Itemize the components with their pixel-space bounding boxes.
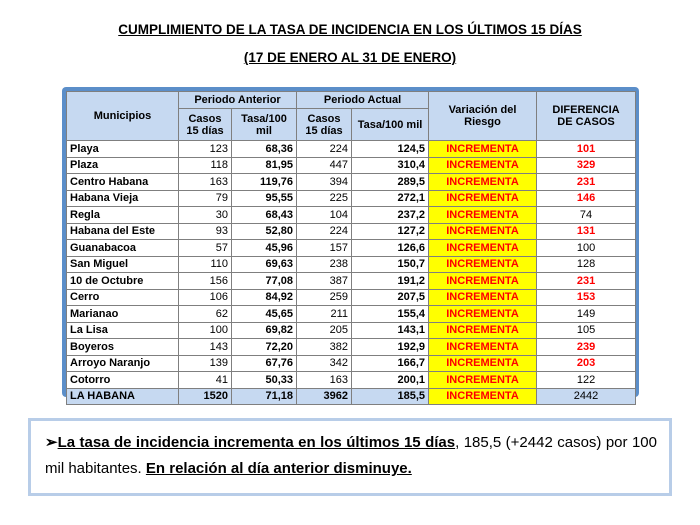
- cell-casos-actual: 3962: [297, 388, 352, 405]
- cell-casos-anterior: 41: [179, 372, 232, 389]
- table-row: [67, 207, 636, 224]
- cell-tasa-anterior: 67,76: [232, 355, 297, 372]
- cell-tasa-actual: 237,2: [352, 207, 429, 224]
- table-row: [67, 174, 636, 191]
- cell-tasa-actual: 124,5: [352, 141, 429, 158]
- cell-diferencia: 128: [537, 256, 636, 273]
- cell-casos-anterior: 110: [179, 256, 232, 273]
- cell-casos-actual: 259: [297, 289, 352, 306]
- cell-tasa-anterior: 69,63: [232, 256, 297, 273]
- cell-casos-anterior: 100: [179, 322, 232, 339]
- note-text: , 185,5 (+2442 casos) por 100 mil habitantes.: [45, 434, 657, 477]
- cell-variacion: INCREMENTA: [429, 355, 537, 372]
- table-row: [67, 256, 636, 273]
- table-row: [67, 372, 636, 389]
- cell-variacion: INCREMENTA: [429, 273, 537, 290]
- cell-diferencia: 105: [537, 322, 636, 339]
- cell-casos-actual: 342: [297, 355, 352, 372]
- cell-casos-anterior: 156: [179, 273, 232, 290]
- cell-municipio: Guanabacoa: [67, 240, 179, 257]
- header-tasa-anterior: [232, 109, 297, 141]
- note-conclusion: En relación al día anterior disminuye.: [145, 460, 412, 477]
- cell-variacion: INCREMENTA: [429, 240, 537, 257]
- cell-municipio: Arroyo Naranjo: [67, 355, 179, 372]
- table-row: [67, 240, 636, 257]
- cell-casos-anterior: 57: [179, 240, 232, 257]
- cell-diferencia: 329: [537, 157, 636, 174]
- cell-casos-anterior: 123: [179, 141, 232, 158]
- cell-diferencia: 239: [537, 339, 636, 356]
- incidence-table: [66, 91, 636, 405]
- header-periodo-actual: Periodo Actual: [297, 92, 429, 109]
- cell-tasa-anterior: 45,65: [232, 306, 297, 323]
- cell-municipio: Plaza: [67, 157, 179, 174]
- cell-tasa-actual: 185,5: [352, 388, 429, 405]
- cell-tasa-actual: 272,1: [352, 190, 429, 207]
- cell-tasa-actual: 155,4: [352, 306, 429, 323]
- cell-casos-anterior: 79: [179, 190, 232, 207]
- cell-municipio: Cerro: [67, 289, 179, 306]
- cell-municipio: Regla: [67, 207, 179, 224]
- cell-casos-actual: 205: [297, 322, 352, 339]
- header-municipios: Municipios: [67, 92, 179, 141]
- cell-casos-actual: 211: [297, 306, 352, 323]
- cell-tasa-anterior: 84,92: [232, 289, 297, 306]
- header-casos-actual-line1: Casos: [307, 112, 341, 125]
- cell-tasa-anterior: 69,82: [232, 322, 297, 339]
- cell-casos-actual: 157: [297, 240, 352, 257]
- cell-variacion: INCREMENTA: [429, 372, 537, 389]
- cell-tasa-anterior: 119,76: [232, 174, 297, 191]
- cell-diferencia: 100: [537, 240, 636, 257]
- cell-tasa-anterior: 95,55: [232, 190, 297, 207]
- cell-tasa-anterior: 68,36: [232, 141, 297, 158]
- cell-municipio: San Miguel: [67, 256, 179, 273]
- cell-diferencia: 101: [537, 141, 636, 158]
- cell-casos-anterior: 163: [179, 174, 232, 191]
- cell-tasa-anterior: 72,20: [232, 339, 297, 356]
- cell-variacion: INCREMENTA: [429, 223, 537, 240]
- header-variacion: [429, 92, 537, 141]
- cell-tasa-actual: 127,2: [352, 223, 429, 240]
- header-variacion-line1: Variación del: [448, 104, 517, 116]
- cell-municipio: Habana Vieja: [67, 190, 179, 207]
- header-tasa-line1: Tasa/100: [241, 112, 287, 125]
- summary-note: [28, 418, 672, 496]
- cell-diferencia: 131: [537, 223, 636, 240]
- cell-tasa-anterior: 71,18: [232, 388, 297, 405]
- table-row: [67, 339, 636, 356]
- cell-tasa-actual: 289,5: [352, 174, 429, 191]
- cell-casos-actual: 382: [297, 339, 352, 356]
- cell-variacion: INCREMENTA: [429, 141, 537, 158]
- cell-casos-anterior: 118: [179, 157, 232, 174]
- cell-casos-actual: 394: [297, 174, 352, 191]
- cell-casos-actual: 387: [297, 273, 352, 290]
- cell-variacion: INCREMENTA: [429, 190, 537, 207]
- cell-tasa-actual: 166,7: [352, 355, 429, 372]
- cell-casos-actual: 224: [297, 223, 352, 240]
- table-row: [67, 223, 636, 240]
- title-date-range: (17 DE ENERO AL 31 DE ENERO): [243, 50, 457, 65]
- header-diferencia-line2: DE CASOS: [557, 116, 615, 128]
- table-row: [67, 157, 636, 174]
- cell-casos-anterior: 62: [179, 306, 232, 323]
- cell-diferencia: 153: [537, 289, 636, 306]
- cell-casos-actual: 224: [297, 141, 352, 158]
- header-diferencia-line1: DIFERENCIA: [552, 104, 620, 116]
- cell-casos-actual: 447: [297, 157, 352, 174]
- header-tasa-line2: mil: [256, 124, 272, 137]
- cell-tasa-actual: 150,7: [352, 256, 429, 273]
- cell-casos-anterior: 106: [179, 289, 232, 306]
- table-body: [67, 141, 636, 405]
- cell-diferencia: 231: [537, 273, 636, 290]
- cell-diferencia: 231: [537, 174, 636, 191]
- cell-variacion: INCREMENTA: [429, 289, 537, 306]
- cell-casos-anterior: 93: [179, 223, 232, 240]
- table-row-total: [67, 388, 636, 405]
- cell-municipio: Habana del Este: [67, 223, 179, 240]
- cell-casos-anterior: 1520: [179, 388, 232, 405]
- header-diferencia: [537, 92, 636, 141]
- cell-tasa-anterior: 52,80: [232, 223, 297, 240]
- cell-tasa-actual: 207,5: [352, 289, 429, 306]
- cell-casos-actual: 104: [297, 207, 352, 224]
- cell-municipio: Centro Habana: [67, 174, 179, 191]
- cell-tasa-actual: 192,9: [352, 339, 429, 356]
- header-variacion-line2: Riesgo: [464, 116, 501, 128]
- cell-variacion: INCREMENTA: [429, 157, 537, 174]
- cell-diferencia: 149: [537, 306, 636, 323]
- header-casos-line1: Casos: [188, 112, 222, 125]
- cell-diferencia: 2442: [537, 388, 636, 405]
- note-highlight: La tasa de incidencia incrementa en los últimos 15 días: [57, 434, 456, 451]
- cell-variacion: INCREMENTA: [429, 256, 537, 273]
- cell-diferencia: 74: [537, 207, 636, 224]
- cell-variacion: INCREMENTA: [429, 322, 537, 339]
- cell-tasa-anterior: 50,33: [232, 372, 297, 389]
- header-casos-actual: [297, 109, 352, 141]
- cell-casos-actual: 238: [297, 256, 352, 273]
- table-row: [67, 355, 636, 372]
- cell-tasa-actual: 143,1: [352, 322, 429, 339]
- cell-municipio: La Lisa: [67, 322, 179, 339]
- cell-variacion: INCREMENTA: [429, 306, 537, 323]
- cell-casos-anterior: 143: [179, 339, 232, 356]
- cell-municipio: Cotorro: [67, 372, 179, 389]
- cell-tasa-anterior: 68,43: [232, 207, 297, 224]
- cell-casos-anterior: 139: [179, 355, 232, 372]
- cell-municipio: Boyeros: [67, 339, 179, 356]
- table-row: [67, 322, 636, 339]
- table-row: [67, 190, 636, 207]
- header-casos-anterior: [179, 109, 232, 141]
- header-casos-actual-line2: 15 días: [305, 124, 343, 137]
- cell-variacion: INCREMENTA: [429, 339, 537, 356]
- cell-tasa-actual: 310,4: [352, 157, 429, 174]
- cell-diferencia: 122: [537, 372, 636, 389]
- cell-casos-actual: 163: [297, 372, 352, 389]
- title-main: CUMPLIMIENTO DE LA TASA DE INCIDENCIA EN LOS ÚLTIMOS 15 DÍAS: [118, 22, 582, 37]
- cell-variacion: INCREMENTA: [429, 174, 537, 191]
- cell-municipio: LA HABANA: [67, 388, 179, 405]
- cell-municipio: 10 de Octubre: [67, 273, 179, 290]
- table-row: [67, 273, 636, 290]
- header-casos-line2: 15 días: [186, 124, 224, 137]
- table-row: [67, 141, 636, 158]
- cell-casos-anterior: 30: [179, 207, 232, 224]
- cell-tasa-anterior: 45,96: [232, 240, 297, 257]
- table-row: [67, 306, 636, 323]
- cell-variacion: INCREMENTA: [429, 207, 537, 224]
- cell-tasa-actual: 191,2: [352, 273, 429, 290]
- incidence-table-frame: [62, 87, 639, 403]
- cell-municipio: Playa: [67, 141, 179, 158]
- cell-tasa-anterior: 77,08: [232, 273, 297, 290]
- cell-tasa-actual: 126,6: [352, 240, 429, 257]
- cell-tasa-anterior: 81,95: [232, 157, 297, 174]
- header-periodo-anterior: Periodo Anterior: [179, 92, 297, 109]
- cell-casos-actual: 225: [297, 190, 352, 207]
- cell-diferencia: 146: [537, 190, 636, 207]
- cell-municipio: Marianao: [67, 306, 179, 323]
- table-row: [67, 289, 636, 306]
- cell-tasa-actual: 200,1: [352, 372, 429, 389]
- cell-variacion: INCREMENTA: [429, 388, 537, 405]
- arrow-bullet-icon: ➢: [45, 434, 58, 451]
- header-tasa-actual: Tasa/100 mil: [352, 109, 429, 141]
- cell-diferencia: 203: [537, 355, 636, 372]
